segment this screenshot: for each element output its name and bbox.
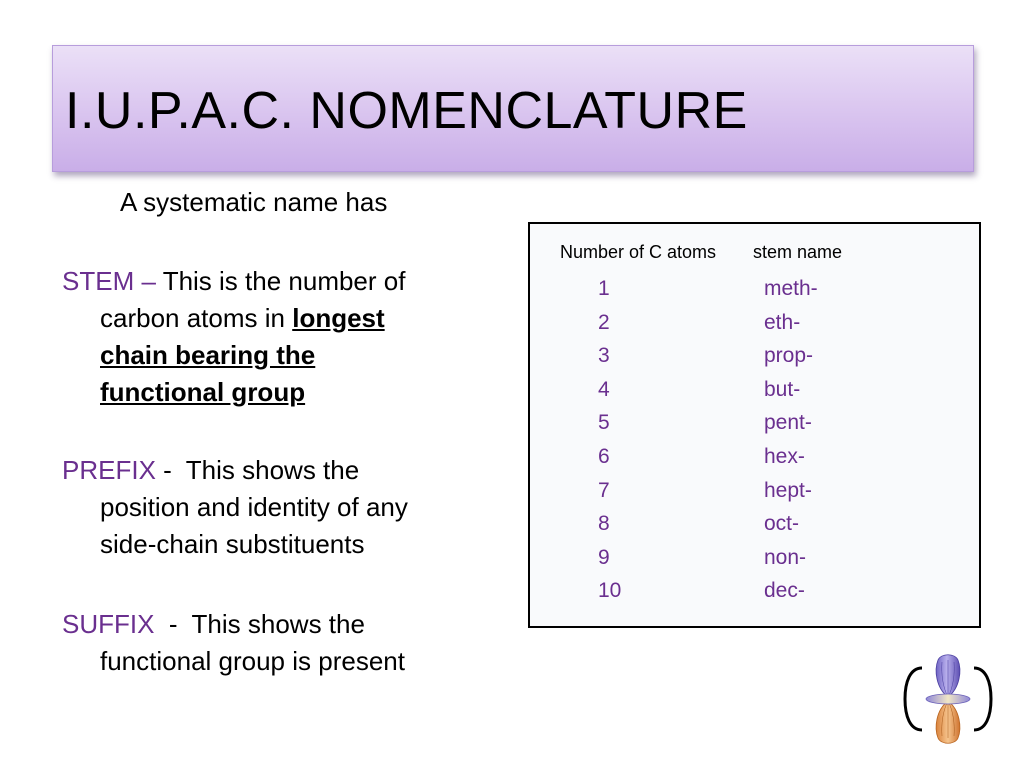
carbon-count: 1: [598, 277, 610, 300]
table-row: [530, 476, 979, 510]
table-row: [530, 543, 979, 577]
stem-line-2: [62, 300, 502, 337]
stem-emphasis-1: longest: [292, 303, 385, 333]
suffix-line-1: [62, 606, 502, 643]
prefix-bullet: [62, 452, 502, 563]
suffix-bullet: [62, 606, 502, 680]
carbon-count: 10: [598, 579, 622, 603]
stem-name: prop-: [764, 344, 814, 368]
stem-text-2: carbon atoms in: [100, 303, 293, 333]
prefix-line-3: side-chain substituents: [100, 529, 365, 559]
stem-line-4: [62, 374, 502, 411]
header-stem-name: stem name: [753, 242, 843, 262]
carbon-count: 5: [598, 411, 610, 435]
subheading: A systematic name has: [120, 187, 388, 217]
slide-title: I.U.P.A.C. NOMENCLATURE: [65, 82, 748, 140]
prefix-text-1: - This shows the: [155, 455, 360, 485]
stem-name: oct-: [764, 512, 800, 536]
table-row: [530, 509, 979, 543]
stem-name: hept-: [764, 478, 812, 502]
carbon-count: 3: [598, 344, 610, 368]
carbon-count: 9: [598, 545, 610, 569]
table-row: [530, 274, 979, 308]
suffix-line-2: functional group is present: [100, 646, 405, 676]
stem-emphasis-2: chain bearing the: [100, 340, 316, 370]
stem-emphasis-3: functional group: [100, 377, 306, 407]
stem-term: STEM –: [62, 266, 156, 296]
table-row: [530, 375, 979, 409]
table-row: [530, 408, 979, 442]
prefix-line-1: [62, 452, 502, 489]
stem-name-table: [528, 222, 981, 628]
suffix-term: SUFFIX: [62, 609, 155, 639]
stem-line-1: [62, 263, 502, 300]
stem-name: pent-: [764, 411, 812, 435]
stem-name: hex-: [764, 444, 805, 468]
carbon-count: 6: [598, 444, 610, 468]
carbon-count: 8: [598, 512, 610, 536]
title-banner: [52, 45, 974, 172]
table-rows: [530, 274, 979, 610]
orbital-logo-icon: [898, 650, 998, 748]
carbon-count: 7: [598, 478, 610, 502]
table-header: [560, 241, 842, 263]
stem-name: but-: [764, 377, 801, 401]
carbon-count: 4: [598, 377, 610, 401]
stem-name: eth-: [764, 310, 801, 334]
suffix-text-1: - This shows the: [154, 609, 365, 639]
table-row: [530, 576, 979, 610]
stem-name: meth-: [764, 277, 818, 300]
stem-line-3: [62, 337, 502, 374]
table-row: [530, 308, 979, 342]
stem-bullet: [62, 263, 502, 411]
stem-name: non-: [764, 545, 807, 569]
prefix-line-2: position and identity of any: [100, 492, 408, 522]
stem-name: dec-: [764, 579, 805, 603]
header-carbon-count: Number of C atoms: [560, 242, 717, 262]
table-row: [530, 341, 979, 375]
prefix-term: PREFIX: [62, 455, 156, 485]
table-row: [530, 442, 979, 476]
carbon-count: 2: [598, 310, 610, 334]
stem-text-1: This is the number of: [162, 266, 406, 296]
